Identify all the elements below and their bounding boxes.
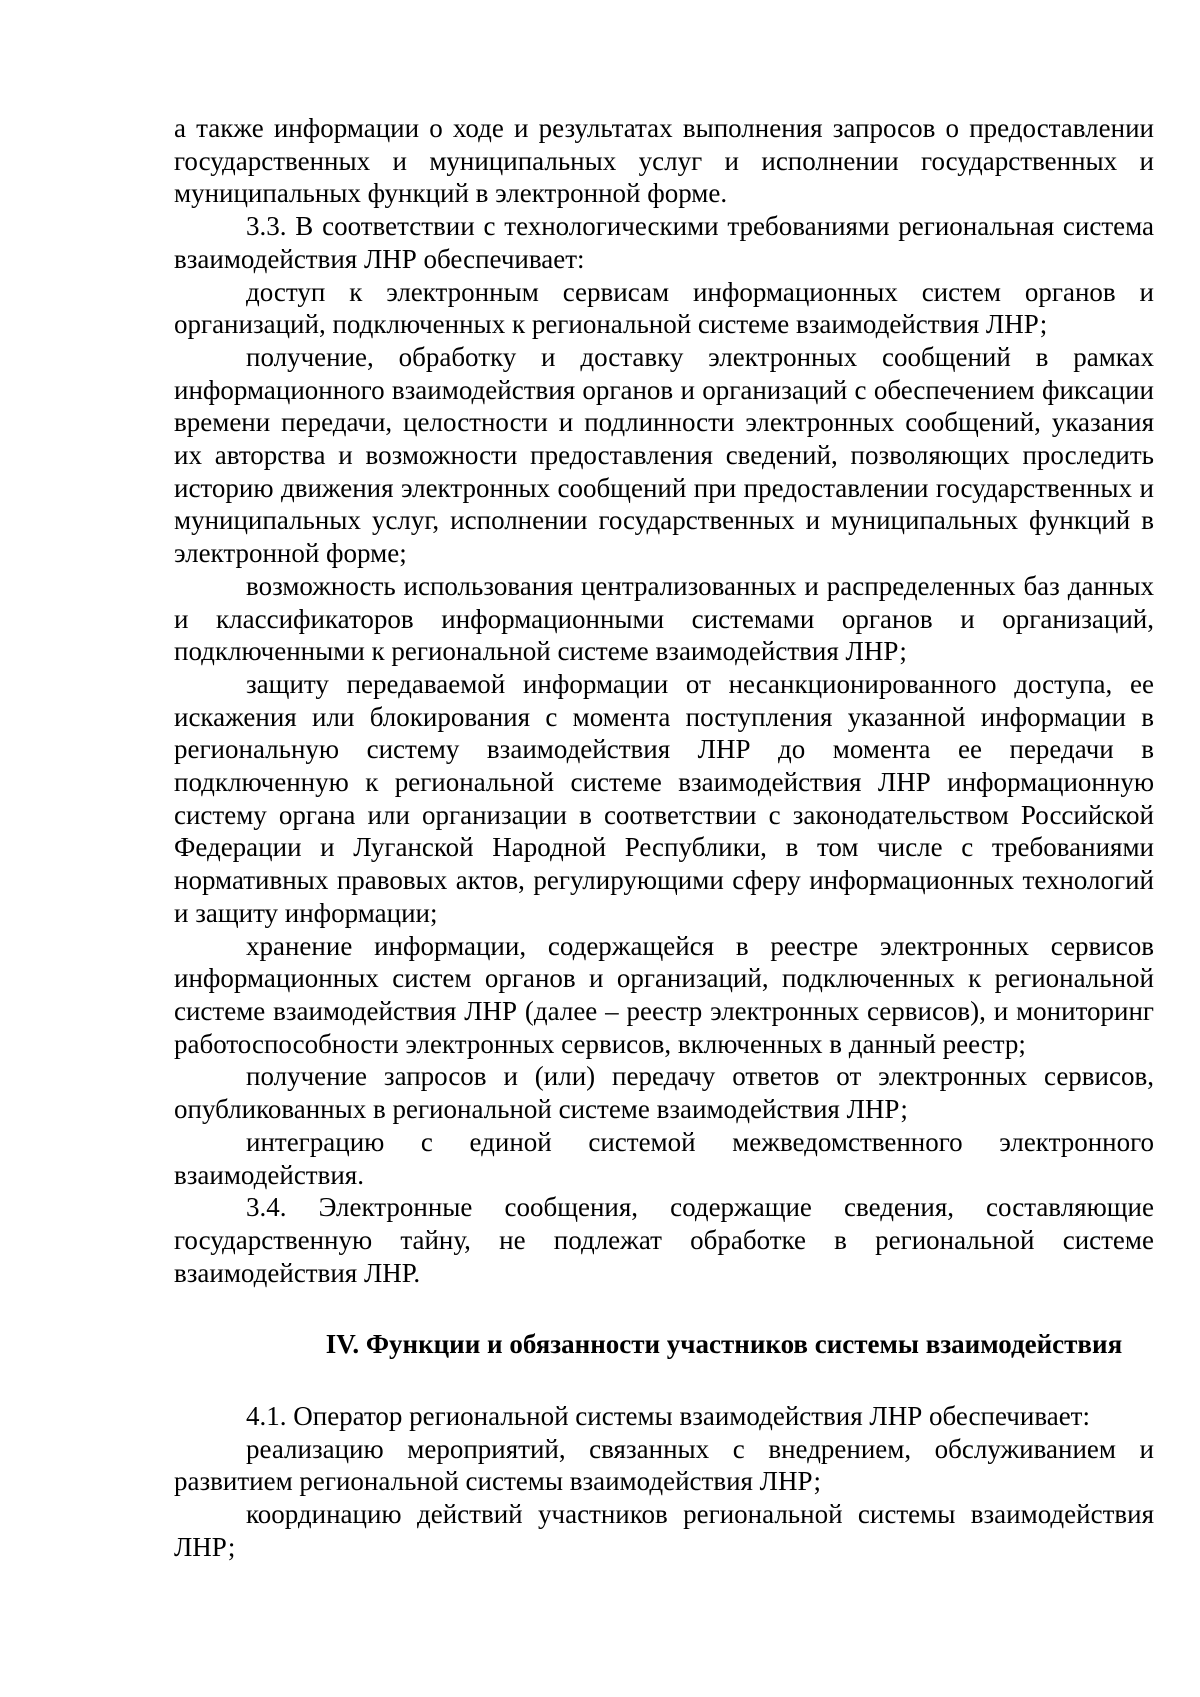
spacer	[174, 1289, 1154, 1328]
list-item-message-processing: получение, обработку и доставку электронных сообщений в рамках информационного взаимодействия органов и организаций с обеспечением фиксации времени передачи, целостности и подлинности электронных сообщений, указания их авторства и возможности предоставления сведений, позволяющих проследить историю движения электронных сообщений при предоставлении государственных и муниципальных услуг, исполнении государственных и муниципальных функций в электронной форме;	[174, 341, 1154, 569]
list-item-registry-storage: хранение информации, содержащейся в реестре электронных сервисов информационных систем органов и организаций, подключенных к региональной системе взаимодействия ЛНР (далее – реестр электронных сервисов), и мониторинг работоспособности электронных сервисов, включенных в данный реестр;	[174, 930, 1154, 1059]
paragraph-4-1: 4.1. Оператор региональной системы взаимодействия ЛНР обеспечивает:	[246, 1401, 1090, 1432]
document-page	[174, 112, 1154, 1564]
list-item-protection: защиту передаваемой информации от несанкционированного доступа, ее искажения или блокирования с момента поступления указанной информации в региональную систему взаимодействия ЛНР до момента ее передачи в подключенную к региональной системе взаимодействия ЛНР информационную систему органа или организации в соответствии с законодательством Российской Федерации и Луганской Народной Республики, в том числе с требованиями нормативных правовых актов, регулирующими сферу информационных технологий и защиту информации;	[174, 668, 1154, 928]
paragraph-continuation: а также информации о ходе и результатах выполнения запросов о предоставлении государственных и муниципальных услуг и исполнении государственных и муниципальных функций в электронной форме.	[174, 113, 1154, 209]
section-heading: IV. Функции и обязанности участников системы взаимодействия	[325, 1329, 1123, 1360]
list-item-access-services: доступ к электронным сервисам информационных систем органов и организаций, подключенных к региональной системе взаимодействия ЛНР;	[174, 276, 1154, 340]
paragraph-3-4: 3.4. Электронные сообщения, содержащие сведения, составляющие государственную тайну, не подлежат обработке в региональной системе взаимодействия ЛНР.	[174, 1192, 1154, 1288]
list-item-integration: интеграцию с единой системой межведомственного электронного взаимодействия.	[174, 1126, 1154, 1190]
spacer	[174, 1361, 1154, 1400]
list-item-databases: возможность использования централизованных и распределенных баз данных и классификаторов информационными системами органов и организаций, подключенными к региональной системе взаимодействия ЛНР;	[174, 570, 1154, 667]
list-item-implementation: реализацию мероприятий, связанных с внедрением, обслуживанием и развитием региональной системы взаимодействия ЛНР;	[174, 1433, 1154, 1497]
paragraph-3-3: 3.3. В соответствии с технологическими требованиями региональная система взаимодействия ЛНР обеспечивает:	[174, 211, 1154, 274]
list-item-requests: получение запросов и (или) передачу ответов от электронных сервисов, опубликованных в региональной системе взаимодействия ЛНР;	[174, 1061, 1154, 1125]
list-item-coordination: координацию действий участников региональной системы взаимодействия ЛНР;	[174, 1499, 1154, 1562]
